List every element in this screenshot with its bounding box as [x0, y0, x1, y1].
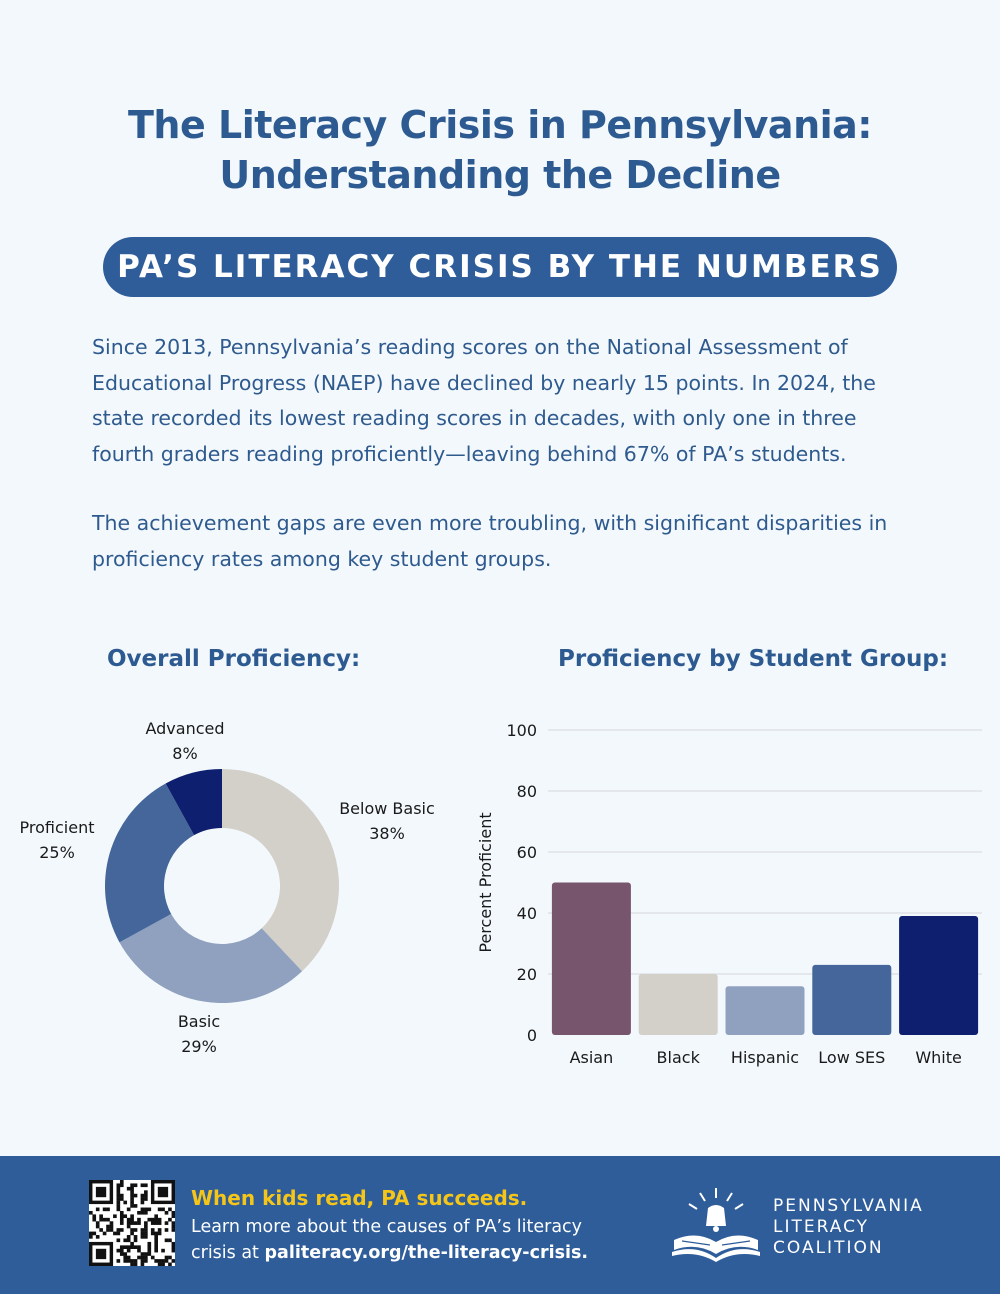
x-tick-label: Black — [656, 1048, 700, 1067]
y-tick-label: 40 — [516, 904, 537, 923]
y-tick-label: 80 — [516, 782, 537, 801]
donut-label-value: 8% — [172, 744, 198, 763]
x-tick-label: Hispanic — [730, 1048, 800, 1067]
bar-white — [899, 916, 978, 1035]
banner-text: PA’S LITERACY CRISIS BY THE NUMBERS — [117, 249, 883, 285]
donut-label-name: Below Basic — [339, 799, 435, 818]
page-title — [0, 100, 1000, 200]
overall-proficiency-donut-chart — [0, 700, 480, 1080]
logo-line-1: PENNSYLVANIA — [773, 1196, 924, 1216]
x-tick-label: Low SES — [818, 1048, 886, 1067]
y-tick-label: 0 — [526, 1026, 537, 1045]
bar-asian — [552, 883, 631, 1036]
intro-paragraph: Since 2013, Pennsylvania’s reading scores on the National Assessment of Educational Progress (NAEP) have declined by nearly 15 points. In 2024, the state recorded its lowest reading scores in decades, with only one in three fourth graders reading proficiently—leaving behind 67% of PA’s students. — [92, 335, 876, 466]
logo-line-2: LITERACY — [773, 1217, 870, 1237]
bar-low-ses — [812, 965, 891, 1035]
x-tick-label: Asian — [569, 1048, 614, 1067]
y-tick-label: 20 — [516, 965, 537, 984]
footer-tagline: When kids read, PA succeeds. — [191, 1186, 528, 1210]
section-banner — [103, 237, 897, 297]
title-line-1: The Literacy Crisis in Pennsylvania: — [128, 103, 872, 147]
bar-black — [639, 974, 718, 1035]
footer-link[interactable]: paliteracy.org/the-literacy-crisis. — [264, 1243, 589, 1263]
donut-label-name: Advanced — [145, 719, 225, 738]
bar-heading: Proficiency by Student Group: — [558, 646, 949, 672]
donut-label-name: Basic — [177, 1012, 221, 1031]
donut-label-name: Proficient — [19, 818, 95, 837]
donut-label-value: 25% — [39, 843, 75, 862]
title-line-2: Understanding the Decline — [219, 153, 781, 197]
qr-code-icon[interactable] — [89, 1180, 175, 1266]
y-tick-label: 100 — [506, 721, 537, 740]
y-axis-label: Percent Proficient — [476, 812, 495, 953]
proficiency-by-group-bar-chart — [460, 700, 1000, 1080]
x-tick-label: White — [915, 1048, 962, 1067]
donut-slice-below-basic — [222, 769, 339, 971]
y-tick-label: 60 — [516, 843, 537, 862]
coalition-logo-text — [773, 1196, 924, 1259]
footer — [0, 1156, 1000, 1294]
donut-heading: Overall Proficiency: — [107, 646, 361, 672]
donut-label-value: 38% — [369, 824, 405, 843]
bar-hispanic — [726, 986, 805, 1035]
gap-paragraph: The achievement gaps are even more troubling, with significant disparities in proficiency rates among key student groups. — [92, 511, 888, 571]
logo-line-3: COALITION — [773, 1238, 884, 1258]
donut-label-value: 29% — [181, 1037, 217, 1056]
open-book-liberty-bell-icon — [670, 1184, 762, 1266]
footer-learn-text: Learn more about the causes of PA’s literacy crisis at — [191, 1217, 583, 1263]
footer-learn-more — [191, 1214, 631, 1266]
